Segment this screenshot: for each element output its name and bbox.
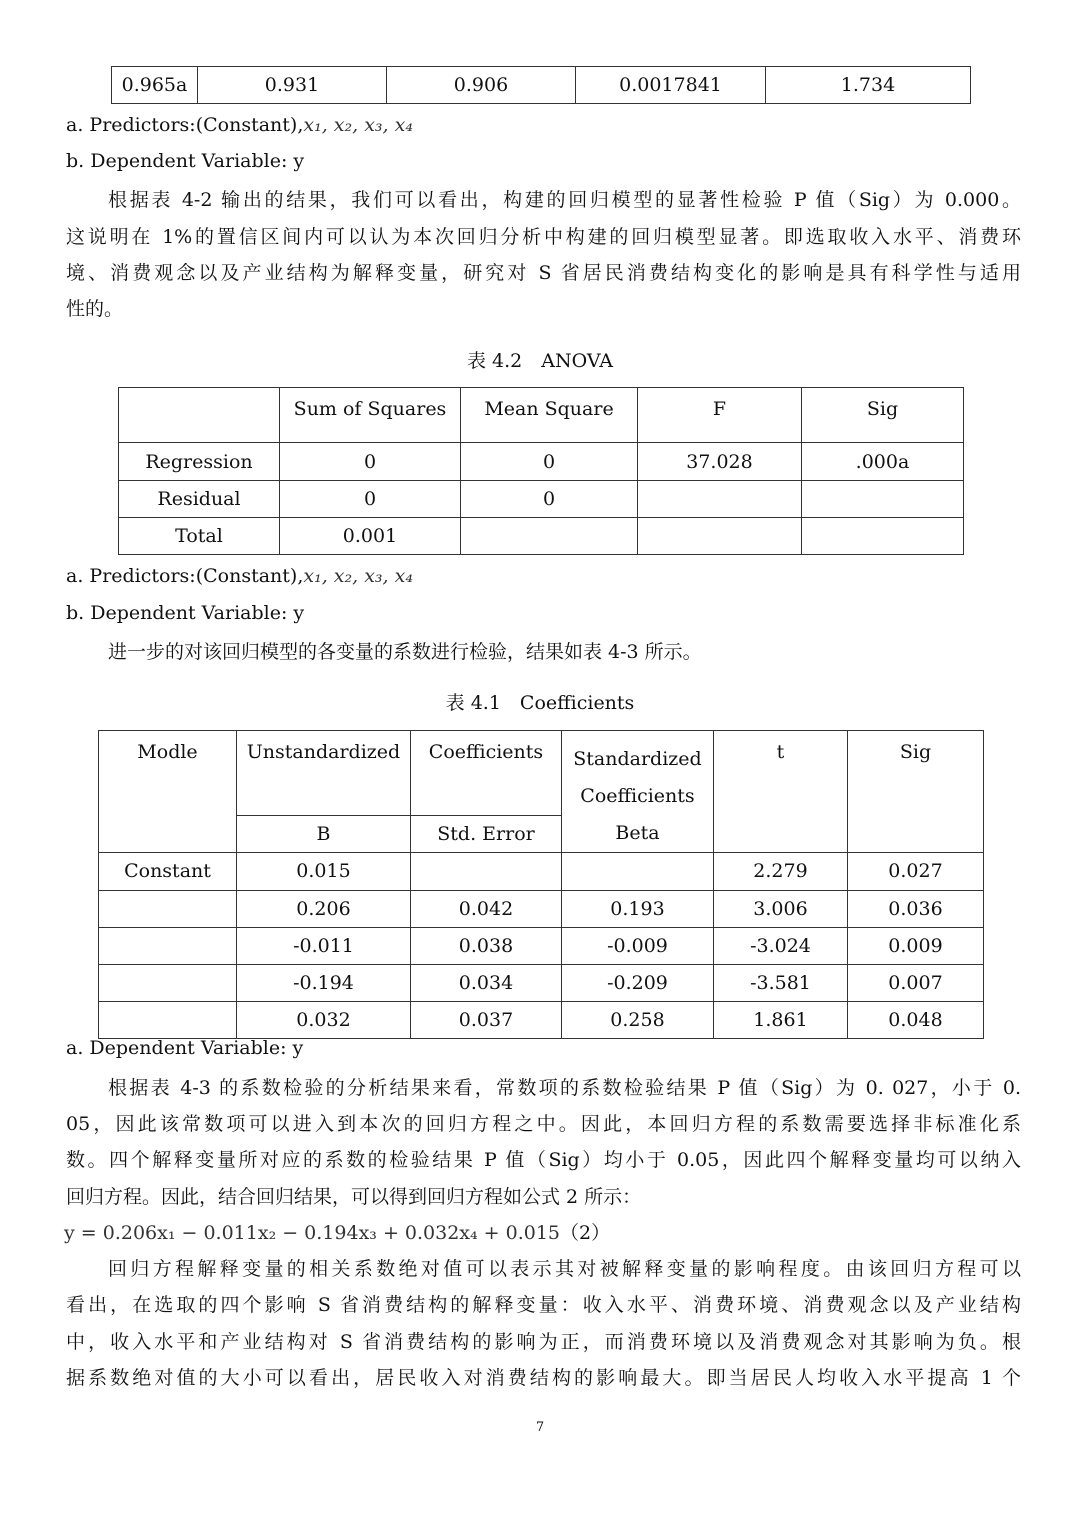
table-cell: 3.006 (714, 890, 848, 927)
table-cell: 0.001 (280, 518, 461, 555)
paragraph-line: 根据表 4-2 输出的结果，我们可以看出，构建的回归模型的显著性检验 P 值（Sig）为 0.000。 (108, 189, 1021, 211)
table-cell: 0.931 (198, 67, 387, 104)
paragraph-line: 数。四个解释变量所对应的系数的检验结果 P 值（Sig）均小于 0.05，因此四个解释变量均可以纳入 (66, 1149, 1021, 1171)
header-text: Standardized (573, 748, 702, 770)
table-row (99, 1001, 984, 1038)
paragraph-line: 进一步的对该回归模型的各变量的系数进行检验，结果如表 4-3 所示。 (108, 641, 702, 663)
table-row (119, 481, 964, 518)
table-cell (638, 481, 802, 518)
model-summary-table (111, 66, 971, 104)
equation-label: （2） (560, 1222, 611, 1244)
note-vars: x₁, x₂, x₃, x₄ (303, 114, 413, 136)
table-header-row (119, 388, 964, 443)
table-cell: -3.581 (714, 964, 848, 1001)
table-cell (99, 927, 237, 964)
equation-formula: y = 0.206x₁ − 0.011x₂ − 0.194x₃ + 0.032x₄ + 0.015 (64, 1222, 561, 1244)
paragraph-line: 这说明在 1%的置信区间内可以认为本次回归分析中构建的回归模型显著。即选取收入水平、消费环 (66, 226, 1021, 248)
table-cell: 1.734 (766, 67, 971, 104)
paragraph-line: 回归方程解释变量的相关系数绝对值可以表示其对被解释变量的影响程度。由该回归方程可以 (108, 1258, 1021, 1280)
header-cell: Coefficients (411, 731, 562, 816)
note-vars: x₁, x₂, x₃, x₄ (303, 565, 413, 587)
paragraph-line: 据系数绝对值的大小可以看出，居民收入对消费结构的影响最大。即当居民人均收入水平提高 1 个 (66, 1367, 1021, 1389)
coefficients-table (98, 730, 984, 1039)
table-cell: .000a (802, 443, 964, 481)
table-cell (638, 518, 802, 555)
anova-caption: 表 4.2 ANOVA (467, 350, 613, 372)
table-row (99, 927, 984, 964)
table-cell: Total (119, 518, 280, 555)
header-cell: F (638, 388, 802, 443)
table-cell (411, 852, 562, 890)
table-cell: 0.027 (848, 852, 984, 890)
coefficients-caption: 表 4.1 Coefficients (445, 692, 635, 714)
table-header-row (99, 731, 984, 816)
table-cell: -0.209 (562, 964, 714, 1001)
header-cell: Beta (562, 815, 714, 852)
table-cell: 0.034 (411, 964, 562, 1001)
paragraph-line: 境、消费观念以及产业结构为解释变量，研究对 S 省居民消费结构变化的影响是具有科学性与适用 (66, 262, 1021, 284)
paragraph-line: 中，收入水平和产业结构对 S 省消费结构的影响为正，而消费环境以及消费观念对其影响为负。根 (66, 1331, 1021, 1353)
table-cell: Regression (119, 443, 280, 481)
table-cell: 0.048 (848, 1001, 984, 1038)
table-cell: -0.011 (237, 927, 411, 964)
table-cell: 0.193 (562, 890, 714, 927)
table-cell: -3.024 (714, 927, 848, 964)
table-cell: 0.015 (237, 852, 411, 890)
table-cell: -0.009 (562, 927, 714, 964)
note-text: a. Predictors:(Constant), (66, 114, 304, 136)
table-cell: 0 (280, 481, 461, 518)
header-cell: B (237, 815, 411, 852)
header-cell (562, 731, 714, 816)
table-cell: 0.032 (237, 1001, 411, 1038)
table-row (99, 964, 984, 1001)
paragraph-line: 05，因此该常数项可以进入到本次的回归方程之中。因此，本回归方程的系数需要选择非标准化系 (66, 1113, 1021, 1135)
dependent-note: b. Dependent Variable: y (66, 602, 305, 624)
paragraph-line: 性的。 (66, 298, 124, 320)
table-cell: 0.206 (237, 890, 411, 927)
table-row (99, 852, 984, 890)
note-text: a. Predictors:(Constant), (66, 565, 304, 587)
table-cell: 0.042 (411, 890, 562, 927)
table-cell: Constant (99, 852, 237, 890)
header-cell (119, 388, 280, 443)
table-cell: 0 (461, 481, 638, 518)
paragraph-line: 根据表 4-3 的系数检验的分析结果来看，常数项的系数检验结果 P 值（Sig）为 0. 027，小于 0. (108, 1077, 1021, 1099)
paragraph-line: 看出，在选取的四个影响 S 省消费结构的解释变量：收入水平、消费环境、消费观念以及产业结构 (66, 1294, 1021, 1316)
anova-table (118, 387, 964, 555)
table-cell (562, 852, 714, 890)
table-cell: 0.0017841 (576, 67, 766, 104)
header-cell: Unstandardized (237, 731, 411, 816)
table-cell (99, 890, 237, 927)
table-cell: 0.036 (848, 890, 984, 927)
header-cell: Std. Error (411, 815, 562, 852)
table-cell: 0.906 (387, 67, 576, 104)
table-row (99, 890, 984, 927)
header-cell: Sig (802, 388, 964, 443)
table-cell: 0.009 (848, 927, 984, 964)
table-cell: 0.965a (112, 67, 198, 104)
header-cell: Sig (848, 731, 984, 853)
table-cell: 0.258 (562, 1001, 714, 1038)
table-cell: 2.279 (714, 852, 848, 890)
table-cell: 0 (280, 443, 461, 481)
table-cell (99, 964, 237, 1001)
table-cell: -0.194 (237, 964, 411, 1001)
page-number: 7 (535, 1420, 545, 1435)
predictors-note (66, 114, 413, 136)
table-cell (802, 481, 964, 518)
header-cell: Modle (99, 731, 237, 853)
predictors-note (66, 565, 413, 587)
table-row (112, 67, 971, 104)
table-row (119, 518, 964, 555)
regression-equation (64, 1218, 610, 1245)
table-cell: 37.028 (638, 443, 802, 481)
table-cell: 0.037 (411, 1001, 562, 1038)
paragraph-line: 回归方程。因此，结合回归结果，可以得到回归方程如公式 2 所示： (66, 1186, 642, 1208)
table-cell: Residual (119, 481, 280, 518)
table-cell: 1.861 (714, 1001, 848, 1038)
table-cell (461, 518, 638, 555)
table-cell: 0 (461, 443, 638, 481)
header-cell: t (714, 731, 848, 853)
table-cell: 0.038 (411, 927, 562, 964)
dependent-note: a. Dependent Variable: y (66, 1037, 304, 1059)
header-cell: Sum of Squares (280, 388, 461, 443)
header-cell: Mean Square (461, 388, 638, 443)
table-row (119, 443, 964, 481)
table-cell (802, 518, 964, 555)
table-cell: 0.007 (848, 964, 984, 1001)
table-cell (99, 1001, 237, 1038)
dependent-note: b. Dependent Variable: y (66, 150, 305, 172)
header-text: Coefficients (580, 785, 695, 807)
